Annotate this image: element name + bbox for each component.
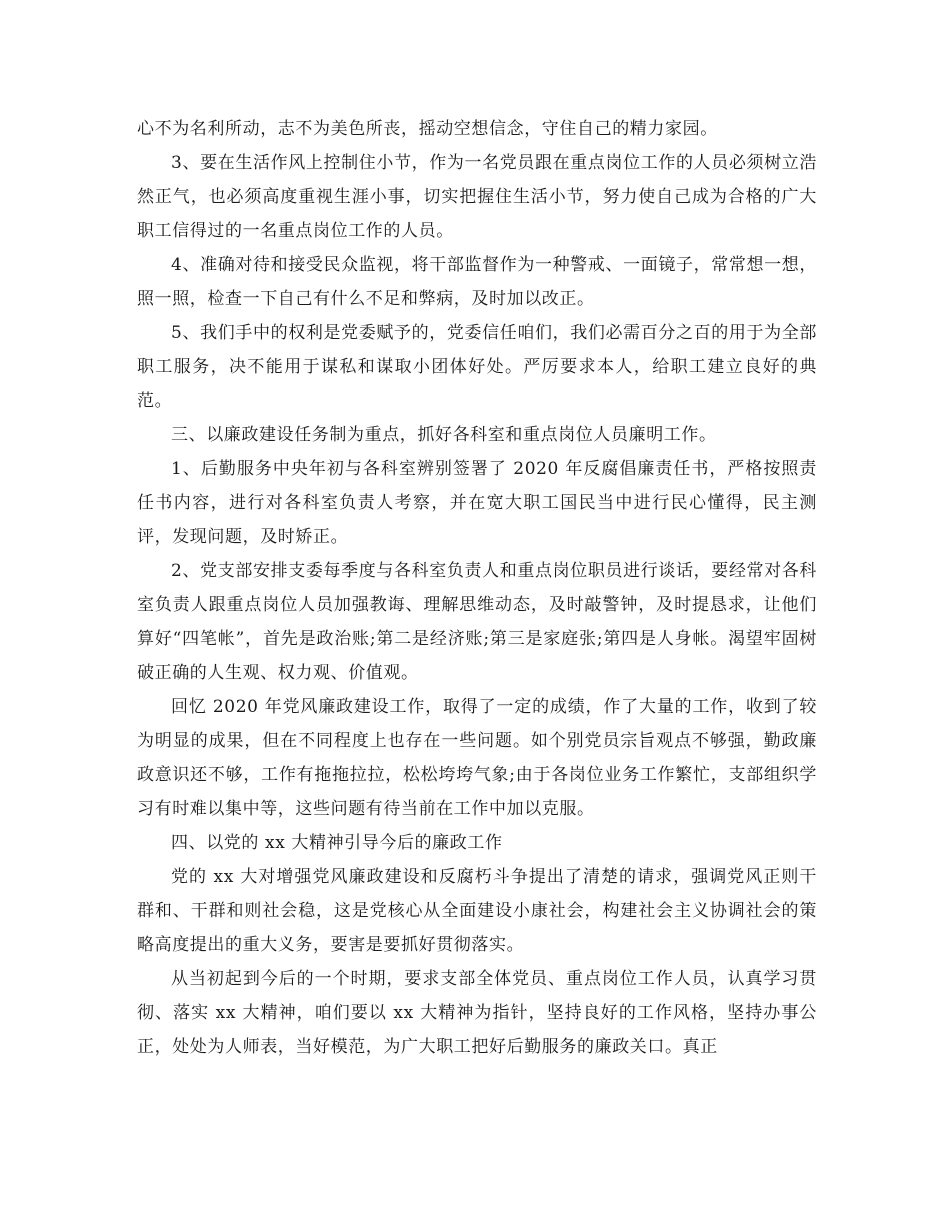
paragraph-11: 从当初起到今后的一个时期，要求支部全体党员、重点岗位工作人员，认真学习贯彻、落实 xx 大精神，咱们要以 xx 大精神为指针，坚持良好的工作风格，坚持办事公正，处处为人师表，当好模范，为广大职工把好后勤服务的廉政关口。真正 <box>137 969 817 1057</box>
paragraph-6: 1、后勤服务中央年初与各科室辨别签署了 2020 年反腐倡廉责任书，严格按照责任书内容，进行对各科室负责人考察，并在宽大职工国民当中进行民心懂得，民主测评，发现问题，及时矫正。 <box>137 459 817 547</box>
paragraph-3: 4、准确对待和接受民众监视，将干部监督作为一种警戒、一面镜子，常常想一想，照一照，检查一下自己有什么不足和弊病，及时加以改正。 <box>137 255 817 309</box>
document-body <box>137 112 817 1064</box>
paragraph-10: 党的 xx 大对增强党风廉政建设和反腐朽斗争提出了清楚的请求，强调党风正则干群和、干群和则社会稳，这是党核心从全面建设小康社会，构建社会主义协调社会的策略高度提出的重大义务，要害是要抓好贯彻落实。 <box>137 867 817 955</box>
paragraph-7: 2、党支部安排支委每季度与各科室负责人和重点岗位职员进行谈话，要经常对各科室负责人跟重点岗位人员加强教诲、理解思维动态，及时敲警钟，及时提恳求，让他们算好“四笔帐”，首先是政治账;第二是经济账;第三是家庭张;第四是人身帐。渴望牢固树破正确的人生观、权力观、价值观。 <box>137 561 817 683</box>
section-heading-3: 三、以廉政建设任务制为重点，抓好各科室和重点岗位人员廉明工作。 <box>171 425 717 445</box>
paragraph-2: 3、要在生活作风上控制住小节，作为一名党员跟在重点岗位工作的人员必须树立浩然正气，也必须高度重视生涯小事，切实把握住生活小节，努力使自己成为合格的广大职工信得过的一名重点岗位工作的人员。 <box>137 153 817 241</box>
paragraph-8: 回忆 2020 年党风廉政建设工作，取得了一定的成绩，作了大量的工作，收到了较为明显的成果，但在不同程度上也存在一些问题。如个别党员宗旨观点不够强，勤政廉政意识还不够，工作有拖拖拉拉，松松垮垮气象;由于各岗位业务工作繁忙，支部组织学习有时难以集中等，这些问题有待当前在工作中加以克服。 <box>137 697 817 819</box>
section-heading-4: 四、以党的 xx 大精神引导今后的廉政工作 <box>171 833 503 853</box>
paragraph-1: 心不为名利所动，志不为美色所丧，摇动空想信念，守住自己的精力家园。 <box>137 119 718 139</box>
paragraph-4: 5、我们手中的权利是党委赋予的，党委信任咱们，我们必需百分之百的用于为全部职工服务，决不能用于谋私和谋取小团体好处。严厉要求本人，给职工建立良好的典范。 <box>137 323 817 411</box>
